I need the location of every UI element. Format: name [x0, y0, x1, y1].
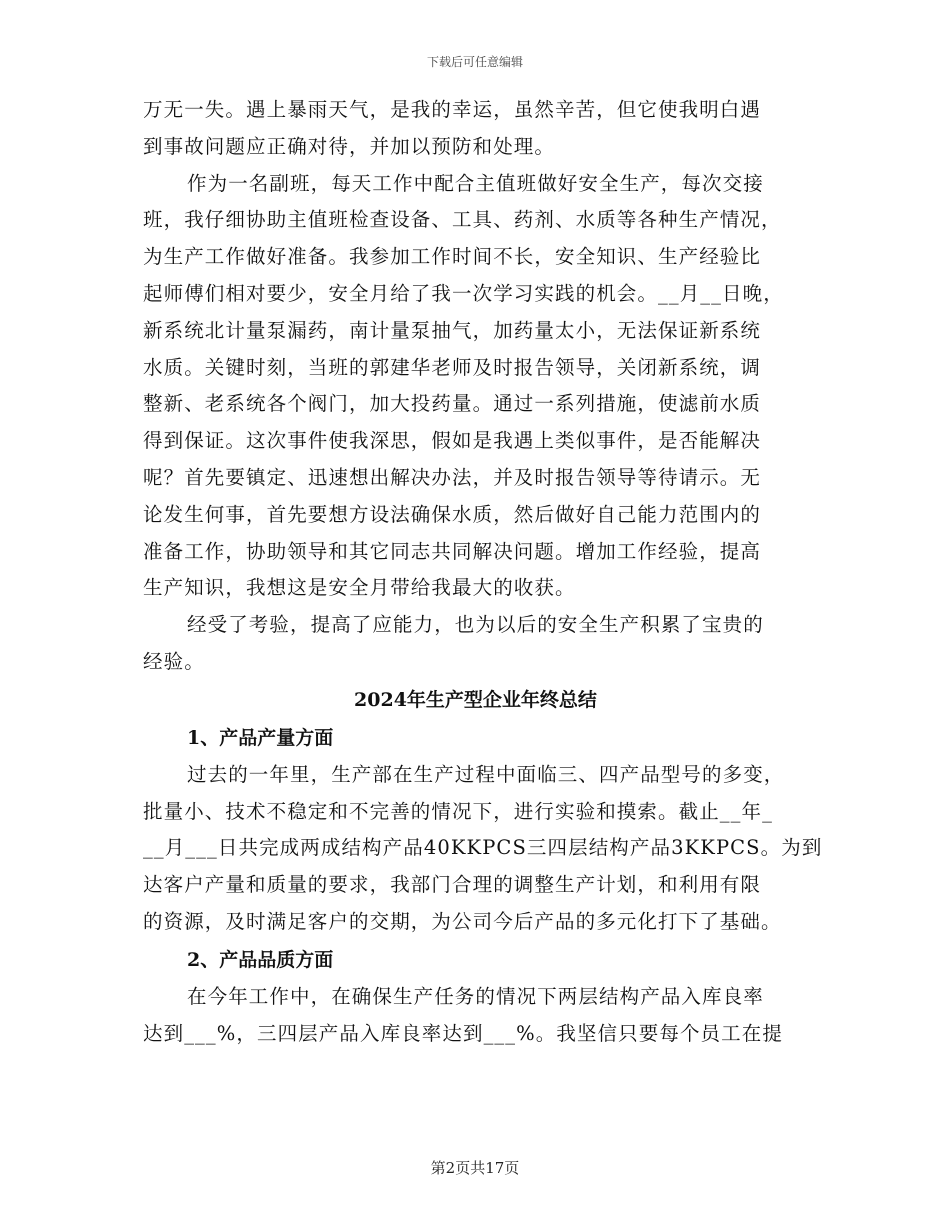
page-number: 第2页共17页 [430, 1159, 520, 1177]
document-body [143, 92, 823, 1052]
text-line: 经受了考验，提高了应能力，也为以后的安全生产积累了宝贵的 [187, 613, 764, 637]
subheading: 1、产品产量方面 [187, 726, 334, 749]
text-line: 在今年工作中，在确保生产任务的情况下两层结构产品入库良率 [187, 984, 764, 1008]
text-line: 万无一失。遇上暴雨天气，是我的幸运，虽然辛苦，但它使我明白遇 [143, 98, 762, 121]
text-line: 达到___%，三四层产品入库良率达到___%。我坚信只要每个员工在提 [143, 1021, 783, 1045]
text-line: __月___日共完成两成结构产品40KKPCS三四层结构产品3KKPCS。为到 [143, 836, 823, 860]
text-line: 呢？首先要镇定、迅速想出解决办法，并及时报告领导等待请示。无 [143, 465, 762, 489]
text-line: 班，我仔细协助主值班检查设备、工具、药剂、水质等各种生产情况， [143, 208, 782, 232]
text-line: 新系统北计量泵漏药，南计量泵抽气，加药量太小，无法保证新系统 [143, 318, 762, 342]
text-line: 为生产工作做好准备。我参加工作时间不长，安全知识、生产经验比 [143, 245, 762, 269]
text-line: 的资源，及时满足客户的交期，为公司今后产品的多元化打下了基础。 [143, 909, 782, 933]
text-line: 经验。 [143, 649, 205, 673]
section-title: 2024年生产型企业年终总结 [354, 688, 597, 711]
text-line: 整新、老系统各个阀门，加大投药量。通过一系列措施，使滤前水质 [143, 392, 762, 416]
text-line: 达客户产量和质量的要求，我部门合理的调整生产计划，和利用有限 [143, 873, 762, 897]
text-line: 过去的一年里，生产部在生产过程中面临三、四产品型号的多变， [187, 762, 785, 786]
text-line: 生产知识，我想这是安全月带给我最大的收获。 [143, 576, 576, 600]
text-line: 准备工作，协助领导和其它同志共同解决问题。增加工作经验，提高 [143, 539, 762, 563]
text-line: 起师傅们相对要少，安全月给了我一次学习实践的机会。__月__日晚， [143, 281, 784, 305]
text-line: 水质。关键时刻，当班的郭建华老师及时报告领导，关闭新系统，调 [143, 355, 762, 379]
text-line: 批量小、技术不稳定和不完善的情况下，进行实验和摸索。截止__年_ [143, 799, 773, 823]
subheading: 2、产品品质方面 [187, 948, 334, 971]
text-line: 到事故问题应正确对待，并加以预防和处理。 [143, 134, 556, 158]
page-header: 下载后可任意编辑 [426, 55, 523, 69]
text-line: 论发生何事，首先要想方设法确保水质，然后做好自己能力范围内的 [143, 502, 762, 526]
text-line: 得到保证。这次事件使我深思，假如是我遇上类似事件，是否能解决 [143, 429, 762, 453]
text-line: 作为一名副班，每天工作中配合主值班做好安全生产，每次交接 [187, 171, 764, 195]
